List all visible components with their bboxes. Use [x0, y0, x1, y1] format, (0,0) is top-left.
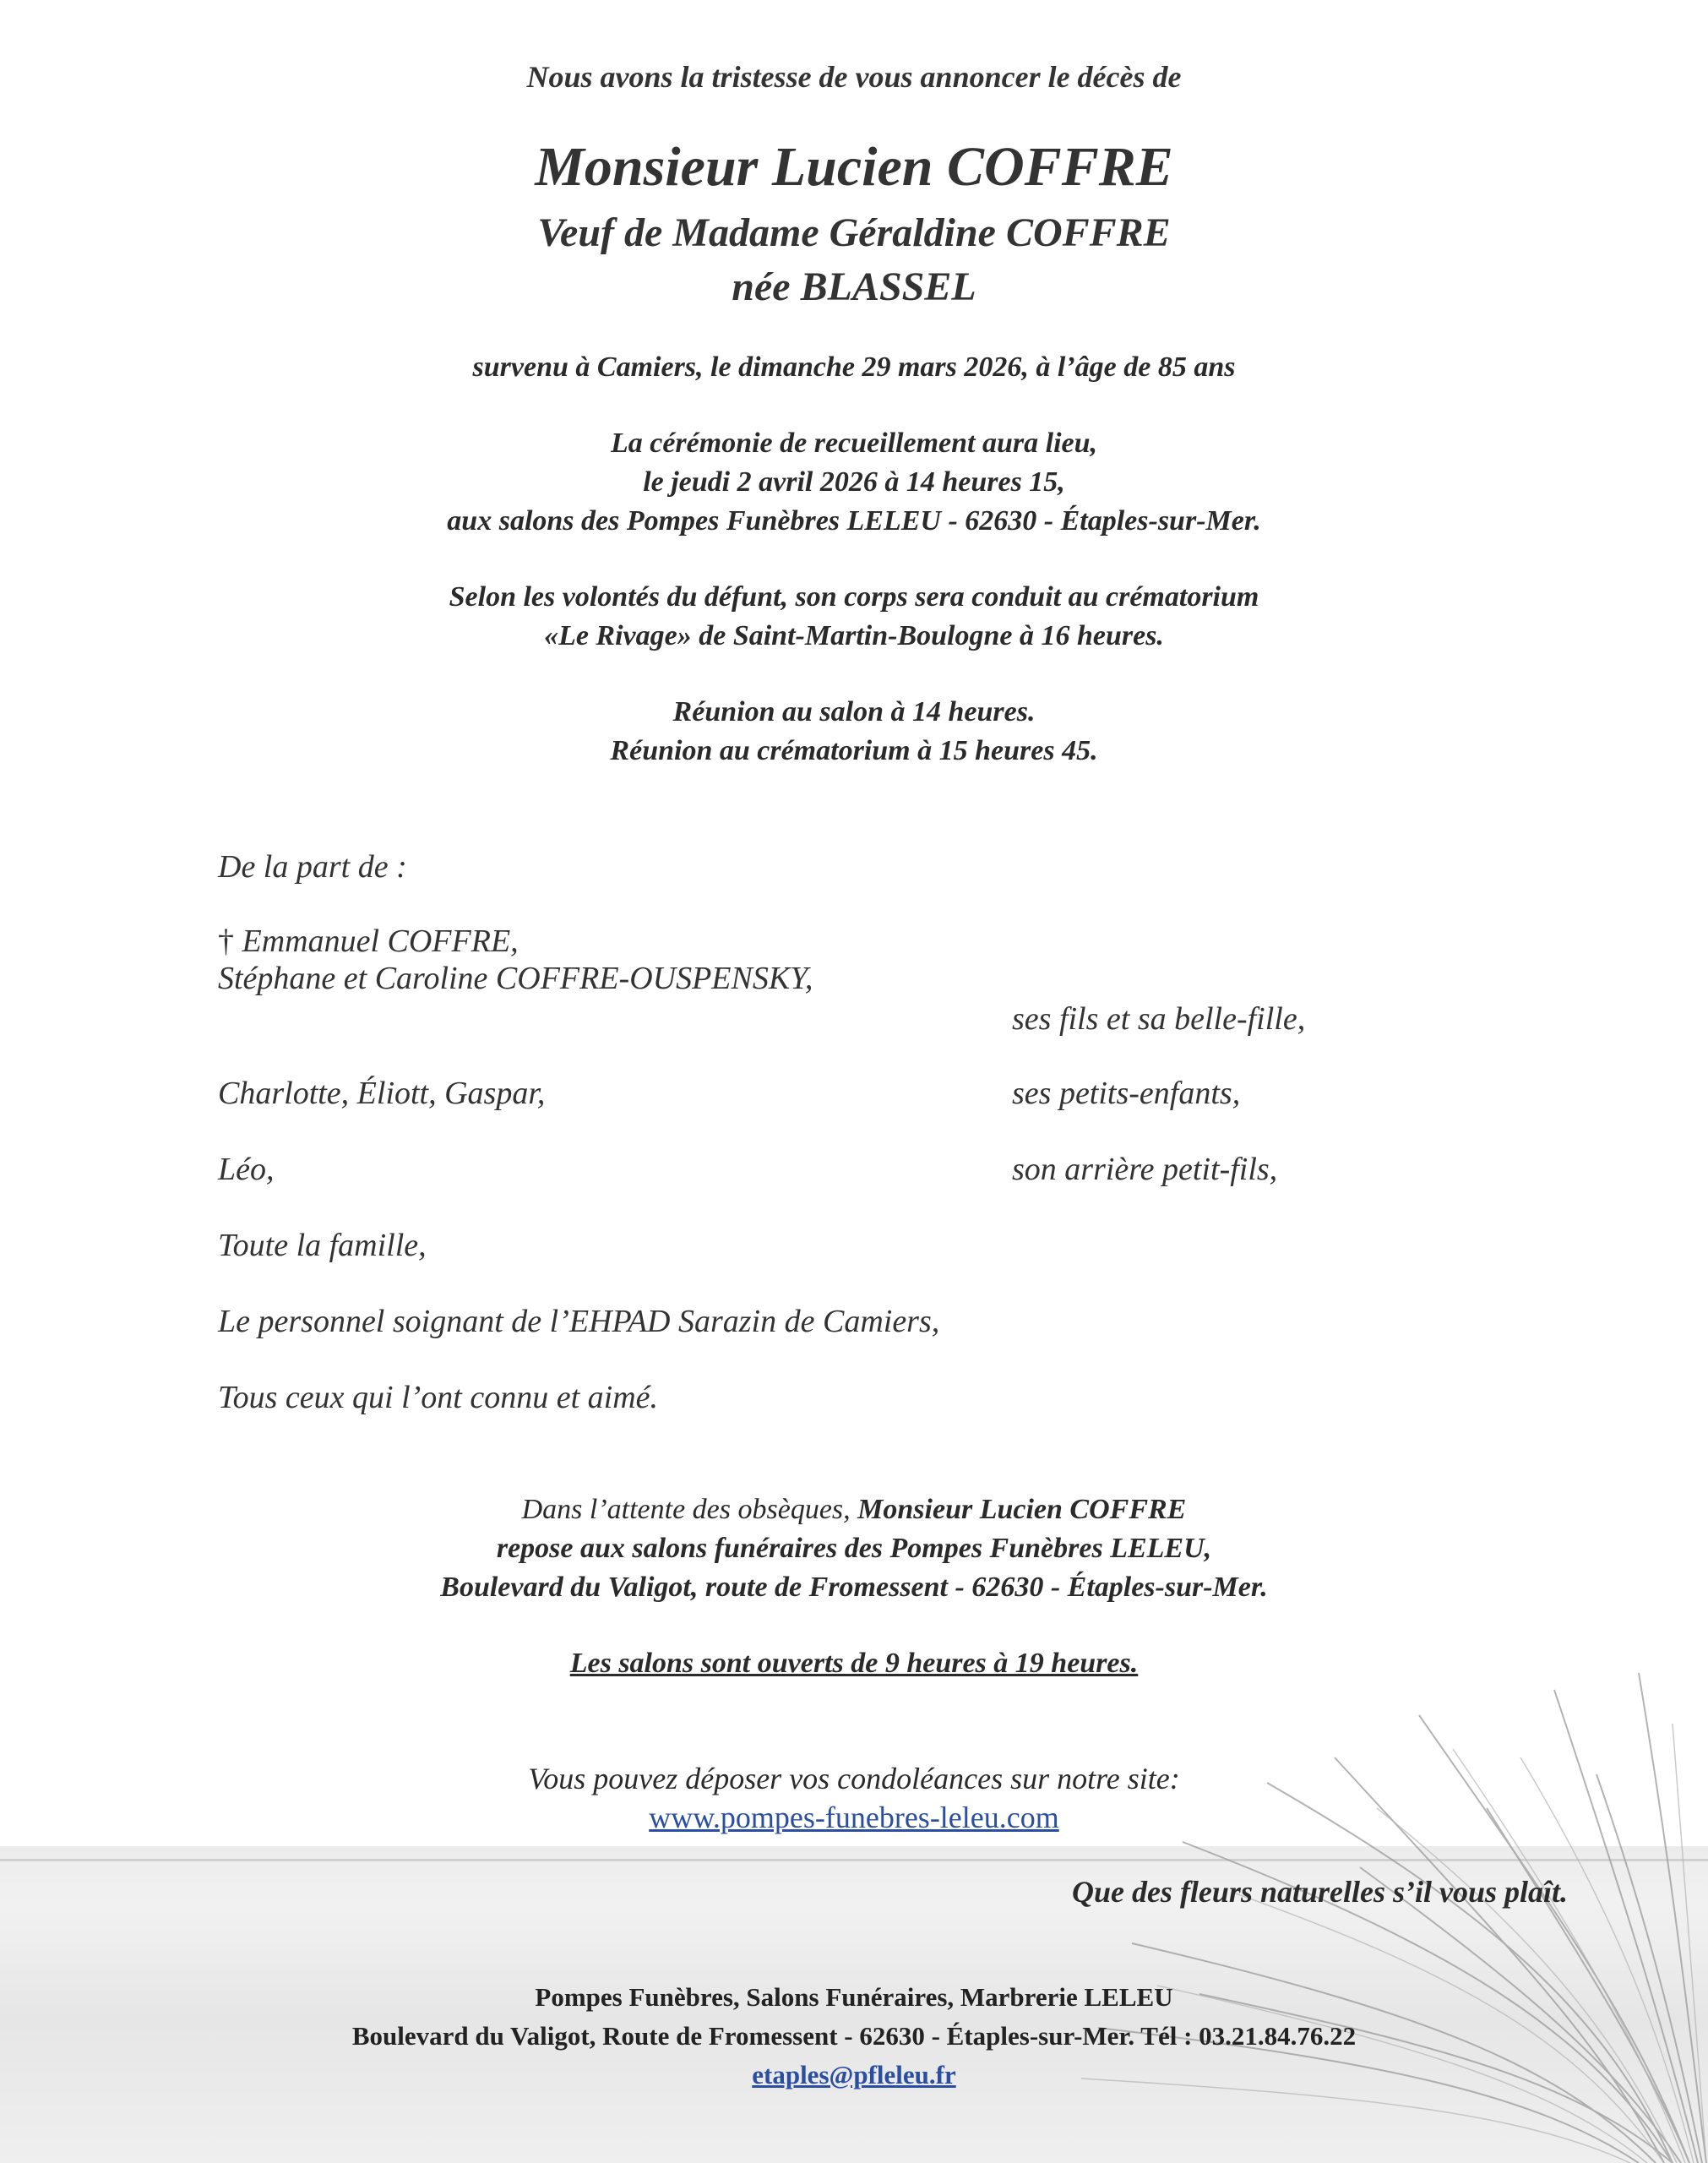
ceremony-line-1: La cérémonie de recueillement aura lieu, [610, 428, 1098, 459]
repose-prefix: Dans l’attente des obsèques, [521, 1494, 851, 1525]
cremation-line-2: «Le Rivage» de Saint-Martin-Boulogne à 16 heures. [544, 620, 1164, 651]
maiden-name: née BLASSEL [732, 264, 976, 309]
ceremony-line-2: le jeudi 2 avril 2026 à 14 heures 15, [643, 466, 1065, 498]
meeting-crematorium: Réunion au crématorium à 15 heures 45. [610, 735, 1098, 766]
footer-email-row [0, 2060, 1708, 2090]
website-link[interactable]: www.pompes-funebres-leleu.com [649, 1801, 1059, 1834]
meeting-salon: Réunion au salon à 14 heures. [672, 696, 1036, 727]
condolences-text: Vous pouvez déposer vos condoléances sur notre site: [528, 1762, 1180, 1795]
all-who-knew: Tous ceux qui l’ont connu et aimé. [218, 1380, 659, 1415]
care-staff: Le personnel soignant de l’EHPAD Sarazin de Camiers, [218, 1304, 940, 1339]
intro-line: Nous avons la tristesse de vous annoncer le décès de [526, 60, 1182, 94]
grandchildren: Charlotte, Éliott, Gaspar, [218, 1076, 546, 1111]
spouse-line: Veuf de Madame Géraldine COFFRE [537, 210, 1171, 255]
salon-hours: Les salons sont ouverts de 9 heures à 19 heures. [569, 1648, 1139, 1679]
flowers-note: Que des fleurs naturelles s’il vous plaît. [1071, 1875, 1568, 1909]
repose-line-2: repose aux salons funéraires des Pompes Funèbres LELEU, [496, 1533, 1212, 1564]
family-sons-line-2: Stéphane et Caroline COFFRE-OUSPENSKY, [218, 961, 813, 996]
grandchildren-relation: ses petits-enfants, [1012, 1076, 1241, 1111]
repose-line-3: Boulevard du Valigot, route de Fromessent - 62630 - Étaples-sur-Mer. [440, 1572, 1268, 1603]
great-grandson-relation: son arrière petit-fils, [1012, 1152, 1278, 1187]
whole-family: Toute la famille, [218, 1228, 427, 1263]
footer-address-phone: Boulevard du Valigot, Route de Fromessent - 62630 - Étaples-sur-Mer. Tél : 03.21.84.76.22 [351, 2021, 1357, 2051]
deceased-name: Monsieur Lucien COFFRE [535, 136, 1173, 198]
cross-icon: † [218, 923, 234, 959]
website-row [0, 1800, 1708, 1835]
sons-relation: ses fils et sa belle-fille, [1012, 1001, 1306, 1037]
footer-company: Pompes Funèbres, Salons Funéraires, Marbrerie LELEU [535, 1982, 1173, 2012]
repose-line-1 [0, 1494, 1708, 1526]
footer-email-link[interactable]: etaples@pfleleu.fr [752, 2060, 956, 2089]
great-grandson: Léo, [218, 1152, 275, 1187]
family-sons-line-1 [218, 923, 519, 960]
death-details: survenu à Camiers, le dimanche 29 mars 2026, à l’âge de 85 ans [472, 351, 1236, 383]
ceremony-line-3: aux salons des Pompes Funèbres LELEU - 62630 - Étaples-sur-Mer. [447, 505, 1261, 537]
cremation-line-1: Selon les volontés du défunt, son corps sera conduit au crématorium [449, 581, 1259, 613]
from-label: De la part de : [218, 849, 407, 885]
son-emmanuel: Emmanuel COFFRE, [242, 923, 519, 959]
repose-name: Monsieur Lucien COFFRE [857, 1494, 1187, 1525]
